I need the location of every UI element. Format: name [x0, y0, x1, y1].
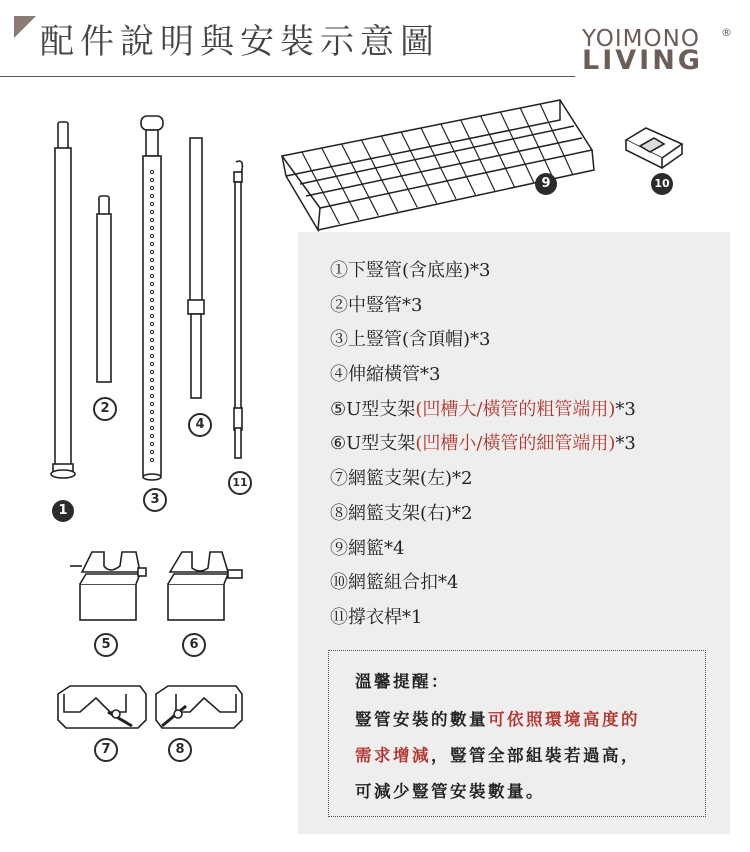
pole-hole [150, 450, 153, 453]
pole-hole [150, 314, 153, 317]
page-title: 配件說明與安裝示意圖 [40, 22, 440, 62]
reminder-title: 溫馨提醒： [355, 672, 450, 691]
label-9: 9 [535, 173, 557, 195]
pole-hole [150, 290, 153, 293]
pole-hole [150, 178, 153, 181]
pole-hole [150, 234, 153, 237]
pole-hole [150, 378, 153, 381]
pole-hole [150, 330, 153, 333]
pole-hole [150, 418, 153, 421]
part-6-u-bracket-small [168, 552, 242, 620]
list-item: ⑪撐衣桿*1 [330, 606, 423, 628]
part-2-middle-pole [97, 196, 111, 382]
reminder-line-3: 可減少豎管安裝數量。 [355, 782, 545, 801]
part-1-lower-pole [51, 122, 75, 478]
label-3: 3 [143, 488, 167, 512]
list-item: ④伸縮橫管*3 [330, 364, 441, 386]
pole-hole [150, 386, 153, 389]
pole-hole [150, 354, 153, 357]
pole-hole [150, 338, 153, 341]
pole-hole [150, 202, 153, 205]
pole-hole [150, 322, 153, 325]
label-10: 10 [651, 173, 673, 195]
label-2: 2 [93, 397, 117, 421]
part-7-basket-bracket-left [58, 686, 146, 728]
pole-hole [150, 306, 153, 309]
label-7: 7 [94, 738, 118, 762]
pole-hole [150, 282, 153, 285]
label-11: 11 [228, 471, 252, 495]
pole-hole [150, 266, 153, 269]
part-5-u-bracket-large [70, 552, 146, 620]
pole-hole [150, 194, 153, 197]
part-11-hanging-rod [234, 161, 242, 458]
pole-hole [150, 242, 153, 245]
part-8-basket-bracket-right [156, 686, 242, 728]
list-item: ②中豎管*3 [330, 294, 423, 316]
logo-line2: LIVING [582, 45, 703, 76]
list-item: ⑤U型支架(凹槽大/橫管的粗管端用)*3 [330, 398, 636, 420]
list-item: ⑨網籃*4 [330, 537, 405, 559]
list-item: ⑦網籃支架(左)*2 [330, 468, 473, 490]
pole-hole [150, 402, 153, 405]
parts-list [330, 254, 636, 636]
part-4-telescopic-pole [188, 138, 204, 398]
pole-hole [150, 394, 153, 397]
pole-hole [150, 298, 153, 301]
pole-hole [150, 458, 153, 461]
list-item: ⑧網籃支架(右)*2 [330, 502, 473, 524]
pole-hole [150, 210, 153, 213]
label-8: 8 [168, 738, 192, 762]
label-5: 5 [94, 633, 118, 657]
label-4: 4 [188, 413, 212, 437]
list-item: ①下豎管(含底座)*3 [330, 260, 491, 281]
pole-hole [150, 258, 153, 261]
pole-hole [150, 274, 153, 277]
pole-hole [150, 218, 153, 221]
logo-line1: YOIMONO [582, 26, 700, 52]
pole-hole [150, 442, 153, 445]
pole-hole [150, 410, 153, 413]
reminder-line-1: 豎管安裝的數量可依照環境高度的 [355, 710, 640, 729]
pole-hole [150, 426, 153, 429]
list-item: ③上豎管(含頂帽)*3 [330, 329, 491, 351]
pole-hole [150, 170, 153, 173]
part-10-basket-clip [626, 128, 682, 168]
pole-hole [150, 362, 153, 365]
pole-hole [150, 346, 153, 349]
label-6: 6 [182, 633, 206, 657]
label-1: 1 [52, 500, 74, 522]
reminder-line-2: 需求增減，豎管全部組裝若過高， [355, 746, 640, 765]
pole-hole [150, 250, 153, 253]
pole-hole [150, 370, 153, 373]
pole-hole [150, 434, 153, 437]
registered-mark: ® [721, 26, 732, 39]
list-item: ⑩網籃組合扣*4 [330, 572, 459, 594]
pole-hole [150, 226, 153, 229]
list-item: ⑥U型支架(凹槽小/橫管的細管端用)*3 [330, 433, 636, 455]
pole-hole [150, 186, 153, 189]
